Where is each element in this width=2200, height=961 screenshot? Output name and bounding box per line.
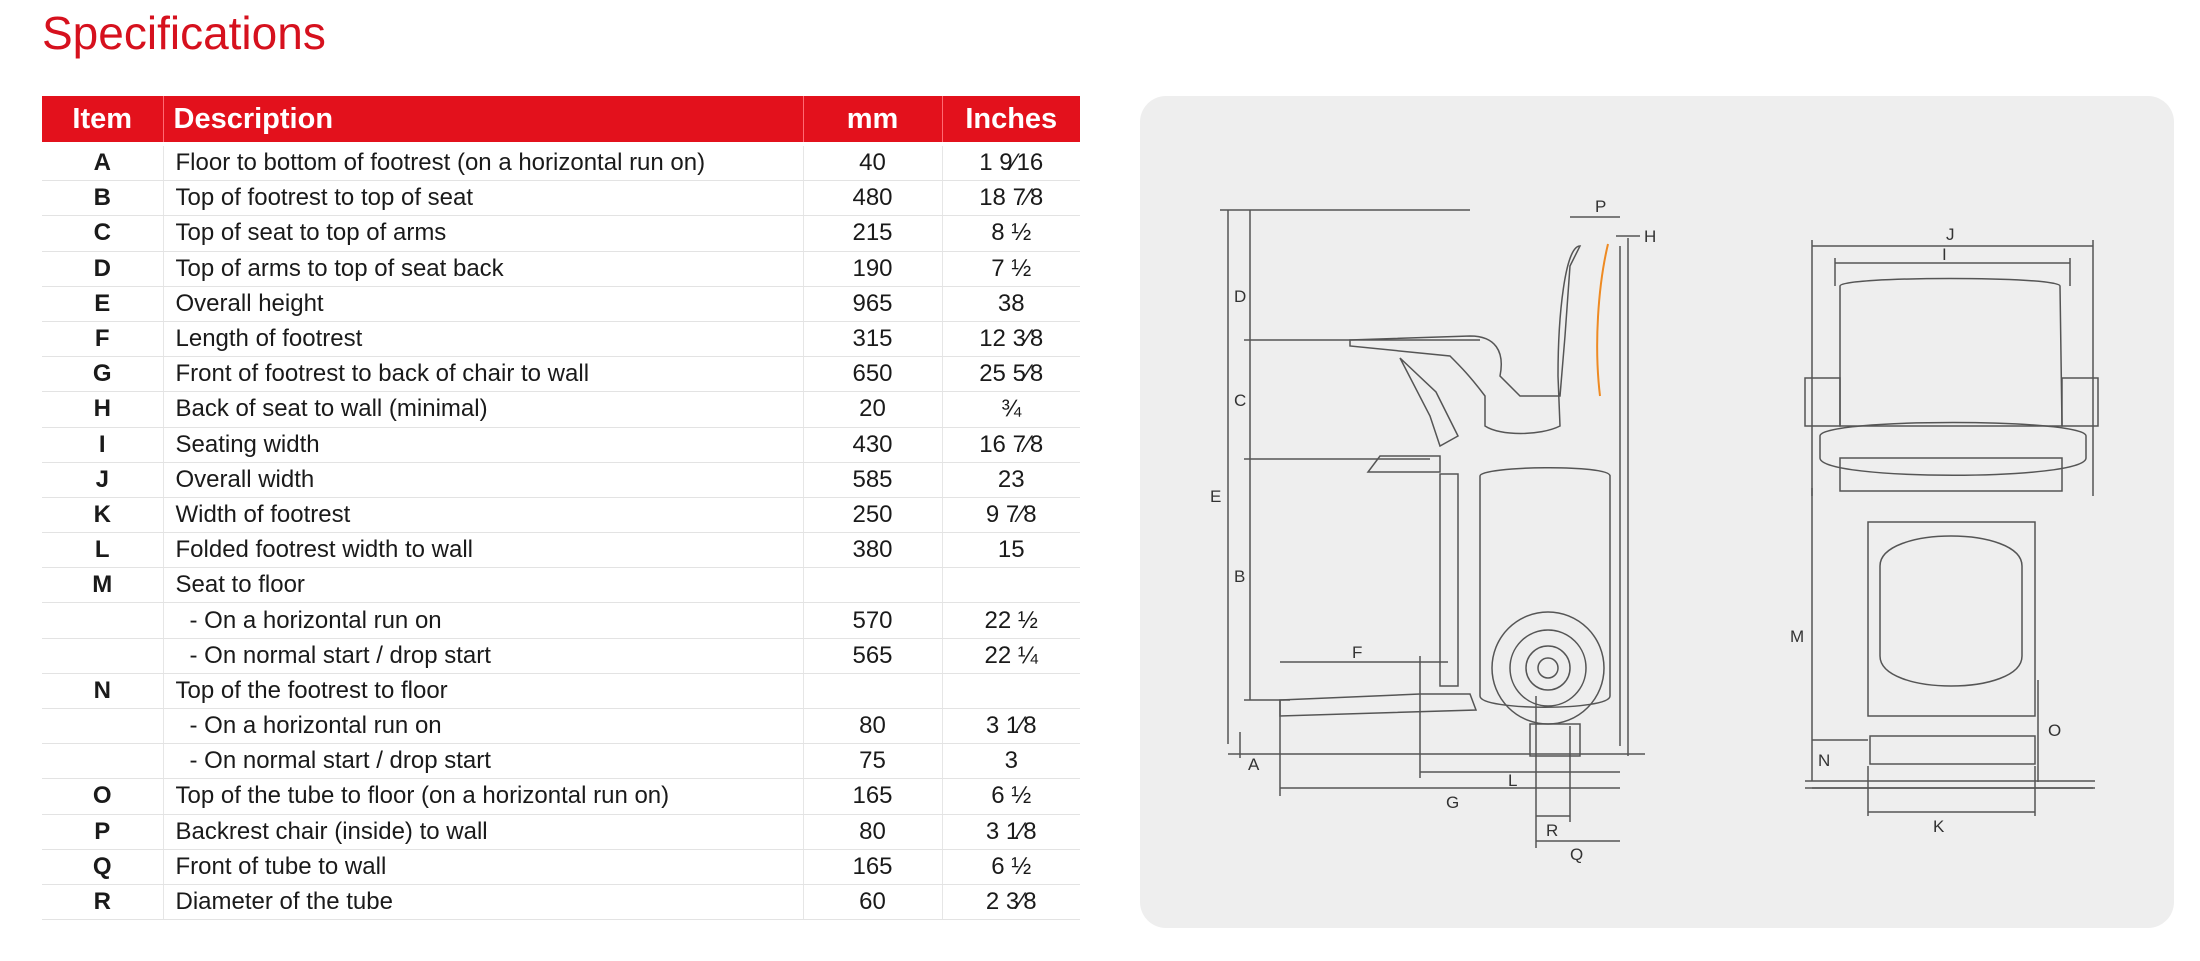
table-body xyxy=(42,144,1080,920)
row-item-letter: K xyxy=(42,497,163,532)
row-item-letter xyxy=(42,709,163,744)
row-inches-value xyxy=(942,673,1080,708)
table-row xyxy=(42,638,1080,673)
row-inches-value: 23 xyxy=(942,462,1080,497)
row-item-letter: H xyxy=(42,392,163,427)
row-item-letter: J xyxy=(42,462,163,497)
page-title: Specifications xyxy=(42,7,326,59)
row-inches-value: 6 ½ xyxy=(942,849,1080,884)
row-inches-value: 18 7⁄8 xyxy=(942,181,1080,216)
row-inches-value: 22 ¼ xyxy=(942,638,1080,673)
dimension-label-f: F xyxy=(1352,643,1363,662)
row-mm-value: 380 xyxy=(803,533,942,568)
row-description: Overall height xyxy=(163,286,803,321)
dimension-label-n: N xyxy=(1818,751,1831,770)
row-inches-value: 12 3⁄8 xyxy=(942,321,1080,356)
row-mm-value: 190 xyxy=(803,251,942,286)
row-inches-value: 16 7⁄8 xyxy=(942,427,1080,462)
table-header-row xyxy=(42,96,1080,144)
row-item-letter: I xyxy=(42,427,163,462)
dimension-label-o: O xyxy=(2048,721,2062,740)
row-inches-value: 25 5⁄8 xyxy=(942,357,1080,392)
dimension-label-b: B xyxy=(1234,567,1246,586)
row-item-letter: M xyxy=(42,568,163,603)
dimension-label-a: A xyxy=(1248,755,1260,774)
row-description: - On normal start / drop start xyxy=(163,744,803,779)
row-item-letter: B xyxy=(42,181,163,216)
row-mm-value: 60 xyxy=(803,884,942,919)
row-description: Seat to floor xyxy=(163,568,803,603)
stairlift-diagram-panel xyxy=(1140,96,2174,928)
row-mm-value: 40 xyxy=(803,144,942,181)
table-row xyxy=(42,216,1080,251)
stairlift-dimension-diagram xyxy=(1140,96,2174,928)
column-header-mm: mm xyxy=(803,96,942,144)
row-mm-value: 315 xyxy=(803,321,942,356)
row-mm-value: 480 xyxy=(803,181,942,216)
row-description: Front of footrest to back of chair to wall xyxy=(163,357,803,392)
row-mm-value: 75 xyxy=(803,744,942,779)
row-item-letter: P xyxy=(42,814,163,849)
row-inches-value: 2 3⁄8 xyxy=(942,884,1080,919)
column-header-inches: Inches xyxy=(942,96,1080,144)
row-item-letter: L xyxy=(42,533,163,568)
row-description: Top of footrest to top of seat xyxy=(163,181,803,216)
table-row xyxy=(42,744,1080,779)
row-description: Back of seat to wall (minimal) xyxy=(163,392,803,427)
row-description: Width of footrest xyxy=(163,497,803,532)
table-row xyxy=(42,884,1080,919)
row-description: Overall width xyxy=(163,462,803,497)
row-mm-value: 585 xyxy=(803,462,942,497)
table-row xyxy=(42,603,1080,638)
row-description: - On normal start / drop start xyxy=(163,638,803,673)
row-inches-value: ¾ xyxy=(942,392,1080,427)
column-header-item: Item xyxy=(42,96,163,144)
row-inches-value: 3 1⁄8 xyxy=(942,814,1080,849)
dimension-label-k: K xyxy=(1933,817,1945,836)
table-row xyxy=(42,568,1080,603)
dimension-label-q: Q xyxy=(1570,845,1584,864)
table-row xyxy=(42,709,1080,744)
row-inches-value: 8 ½ xyxy=(942,216,1080,251)
table-row xyxy=(42,181,1080,216)
row-mm-value: 430 xyxy=(803,427,942,462)
table-row xyxy=(42,392,1080,427)
row-mm-value: 570 xyxy=(803,603,942,638)
dimension-label-g: G xyxy=(1446,793,1460,812)
row-inches-value: 9 7⁄8 xyxy=(942,497,1080,532)
dimension-label-m: M xyxy=(1790,627,1805,646)
row-description: Floor to bottom of footrest (on a horizontal run on) xyxy=(163,144,803,181)
row-item-letter: A xyxy=(42,144,163,181)
table-row xyxy=(42,286,1080,321)
row-description: - On a horizontal run on xyxy=(163,709,803,744)
row-item-letter xyxy=(42,744,163,779)
table-row xyxy=(42,779,1080,814)
dimension-label-r: R xyxy=(1546,821,1559,840)
row-item-letter: Q xyxy=(42,849,163,884)
row-mm-value xyxy=(803,673,942,708)
row-description: Top of arms to top of seat back xyxy=(163,251,803,286)
row-item-letter: E xyxy=(42,286,163,321)
row-item-letter: D xyxy=(42,251,163,286)
row-description: Diameter of the tube xyxy=(163,884,803,919)
dimension-label-p: P xyxy=(1595,197,1607,216)
row-description: Front of tube to wall xyxy=(163,849,803,884)
row-inches-value xyxy=(942,568,1080,603)
row-mm-value: 650 xyxy=(803,357,942,392)
dimension-label-h: H xyxy=(1644,227,1657,246)
table-row xyxy=(42,673,1080,708)
row-mm-value: 165 xyxy=(803,849,942,884)
row-description: Folded footrest width to wall xyxy=(163,533,803,568)
row-inches-value: 7 ½ xyxy=(942,251,1080,286)
row-description: Top of the footrest to floor xyxy=(163,673,803,708)
row-inches-value: 22 ½ xyxy=(942,603,1080,638)
table-row xyxy=(42,427,1080,462)
table-row xyxy=(42,357,1080,392)
dimension-label-j: J xyxy=(1946,225,1955,244)
row-item-letter: F xyxy=(42,321,163,356)
table-row xyxy=(42,462,1080,497)
row-inches-value: 3 xyxy=(942,744,1080,779)
dimension-label-l: L xyxy=(1508,771,1518,790)
row-mm-value xyxy=(803,568,942,603)
table-row xyxy=(42,814,1080,849)
table-row xyxy=(42,321,1080,356)
row-inches-value: 1 9⁄16 xyxy=(942,144,1080,181)
dimension-label-d: D xyxy=(1234,287,1247,306)
row-mm-value: 80 xyxy=(803,709,942,744)
row-mm-value: 20 xyxy=(803,392,942,427)
row-mm-value: 165 xyxy=(803,779,942,814)
specifications-table xyxy=(42,96,1080,920)
row-description: - On a horizontal run on xyxy=(163,603,803,638)
table-row xyxy=(42,251,1080,286)
row-description: Length of footrest xyxy=(163,321,803,356)
table-row xyxy=(42,497,1080,532)
column-header-description: Description xyxy=(163,96,803,144)
row-description: Top of the tube to floor (on a horizontal run on) xyxy=(163,779,803,814)
table-row xyxy=(42,144,1080,181)
row-inches-value: 38 xyxy=(942,286,1080,321)
row-description: Backrest chair (inside) to wall xyxy=(163,814,803,849)
row-description: Top of seat to top of arms xyxy=(163,216,803,251)
row-mm-value: 80 xyxy=(803,814,942,849)
row-inches-value: 6 ½ xyxy=(942,779,1080,814)
row-inches-value: 3 1⁄8 xyxy=(942,709,1080,744)
row-inches-value: 15 xyxy=(942,533,1080,568)
dimension-label-c: C xyxy=(1234,391,1247,410)
row-item-letter: G xyxy=(42,357,163,392)
table-row xyxy=(42,849,1080,884)
row-item-letter: N xyxy=(42,673,163,708)
row-item-letter: C xyxy=(42,216,163,251)
row-mm-value: 215 xyxy=(803,216,942,251)
row-mm-value: 565 xyxy=(803,638,942,673)
dimension-label-e: E xyxy=(1210,487,1222,506)
row-item-letter: R xyxy=(42,884,163,919)
row-item-letter xyxy=(42,638,163,673)
row-item-letter: O xyxy=(42,779,163,814)
dimension-label-i: I xyxy=(1942,245,1947,264)
row-mm-value: 250 xyxy=(803,497,942,532)
table-row xyxy=(42,533,1080,568)
row-item-letter xyxy=(42,603,163,638)
row-description: Seating width xyxy=(163,427,803,462)
row-mm-value: 965 xyxy=(803,286,942,321)
